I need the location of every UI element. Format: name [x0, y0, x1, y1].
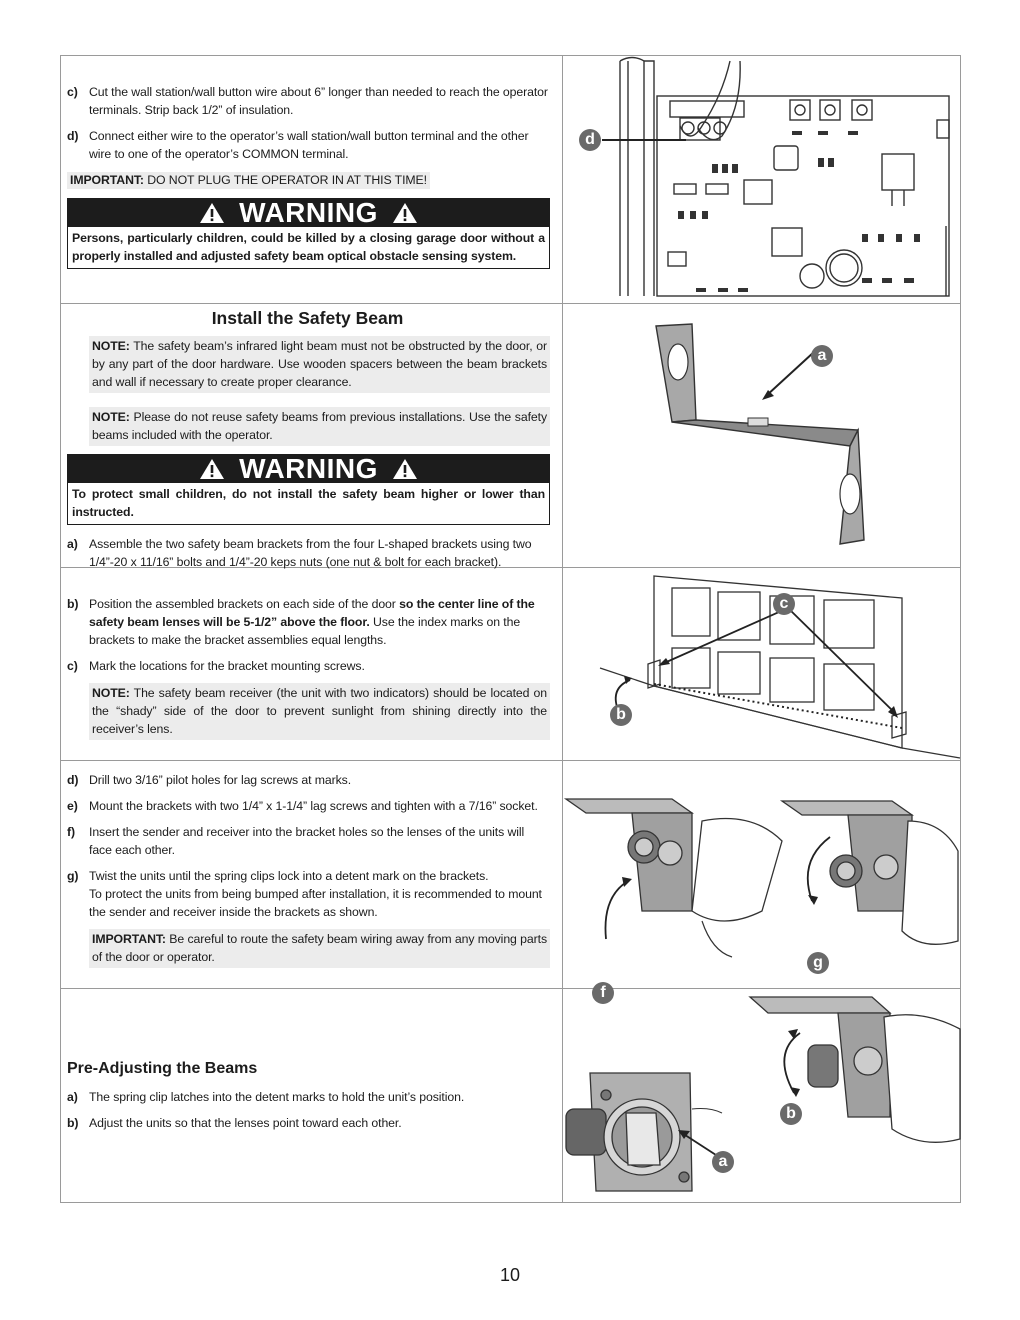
step-a-assemble: a) Assemble the two safety beam brackets from the four L-shaped brackets using two 1/4”-20 x 11/16” bolts and 1/4”-20 keps nuts (one nut & bolt for each bracket). — [67, 537, 532, 569]
warning-triangle-icon — [199, 458, 225, 480]
warning-title: WARNING — [239, 197, 378, 228]
mount-text-cell — [61, 761, 563, 988]
callout-c: c — [773, 593, 795, 615]
note-receiver: NOTE: The safety beam receiver (the unit with two indicators) should be located on the “shady” side of the door to prevent sunlight from shining directly into the receiver’s lens. — [89, 683, 550, 740]
circuit-board-illustration — [562, 56, 960, 303]
warning-triangle-icon — [392, 202, 418, 224]
l-bracket-drawing — [562, 304, 960, 568]
warning-title: WARNING — [239, 453, 378, 484]
install-text-cell — [61, 304, 563, 567]
preadjust-title: Pre-Adjusting the Beams — [67, 1060, 258, 1077]
important-wiring: IMPORTANT: Be careful to route the safety beam wiring away from any moving parts of the door or operator. — [89, 929, 550, 968]
row-preadjust — [61, 989, 960, 1202]
warning-text: Persons, particularly children, could be killed by a closing garage door without a properly installed and adjusted safety beam optical obstacle sensing system. — [72, 231, 545, 263]
row-position — [61, 568, 960, 761]
position-text-cell — [61, 568, 563, 760]
warning-triangle-icon — [199, 202, 225, 224]
step-a-latch: a) The spring clip latches into the detent marks to hold the unit’s position. — [67, 1090, 465, 1104]
note-clearance: NOTE: The safety beam’s infrared light beam must not be obstructed by the door, or by any part of the door hardware. Use wooden spacers between the beam brackets and wall if necessary to create proper clearance. — [89, 336, 550, 393]
callout-g: g — [807, 952, 829, 974]
step-c-mark: c) Mark the locations for the bracket mounting screws. — [67, 659, 365, 673]
callout-a: a — [712, 1151, 734, 1173]
sensor-adjust-drawing — [562, 989, 960, 1202]
callout-f: f — [592, 982, 614, 1004]
callout-b: b — [780, 1103, 802, 1125]
sensor-install-drawing — [562, 761, 960, 989]
callout-b: b — [610, 704, 632, 726]
mount-illustration — [562, 761, 960, 1001]
callout-a: a — [811, 345, 833, 367]
preadjust-illustration — [562, 989, 960, 1202]
wiring-text-cell — [61, 56, 563, 303]
step-d-drill: d) Drill two 3/16” pilot holes for lag screws at marks. — [67, 773, 352, 787]
instruction-table — [60, 55, 961, 1203]
door-illustration — [562, 568, 960, 760]
step-b-adjust: b) Adjust the units so that the lenses point toward each other. — [67, 1116, 402, 1130]
step-d-connect: d) Connect either wire to the operator’s wall station/wall button terminal and the other wire to one of the operator’s COMMON terminal. — [67, 129, 529, 161]
warning-triangle-icon — [392, 458, 418, 480]
install-title: Install the Safety Beam — [211, 308, 404, 328]
step-f-insert: f) Insert the sender and receiver into the bracket holes so the lenses of the units will face each other. — [67, 825, 525, 857]
preadjust-text-cell — [61, 989, 563, 1202]
warning-text: To protect small children, do not install the safety beam higher or lower than instructed. — [72, 487, 545, 519]
warning-box-operator — [67, 198, 550, 269]
warning-box-children — [67, 454, 550, 525]
page-number: 10 — [499, 1265, 521, 1285]
row-wiring — [61, 56, 960, 304]
callout-d: d — [579, 129, 601, 151]
garage-door-drawing — [562, 568, 960, 761]
step-c-wire: c) Cut the wall station/wall button wire about 6” longer than needed to reach the operator terminals. Strip back 1/2” of insulation. — [67, 85, 548, 117]
note-reuse: NOTE: Please do not reuse safety beams from previous installations. Use the safety beams included with the operator. — [89, 407, 550, 446]
important-notice: IMPORTANT: DO NOT PLUG THE OPERATOR IN AT THIS TIME! — [67, 171, 550, 189]
row-install — [61, 304, 960, 568]
step-g-twist: g) Twist the units until the spring clips lock into a detent mark on the brackets. To protect the units from being bumped after installation, it is recommended to mount the sender and receiver inside the brackets as shown. — [67, 869, 542, 919]
circuit-board-drawing — [562, 56, 960, 304]
bracket-illustration — [562, 304, 960, 567]
row-mount — [61, 761, 960, 1001]
step-e-mount: e) Mount the brackets with two 1/4” x 1-1/4” lag screws and tighten with a 7/16” socket. — [67, 799, 538, 813]
step-b-position: b) Position the assembled brackets on each side of the door so the center line of the safety beam lenses will be 5-1/2” above the floor. Use the index marks on the brackets to make the bracket assemblies equal lengths. — [67, 597, 535, 647]
